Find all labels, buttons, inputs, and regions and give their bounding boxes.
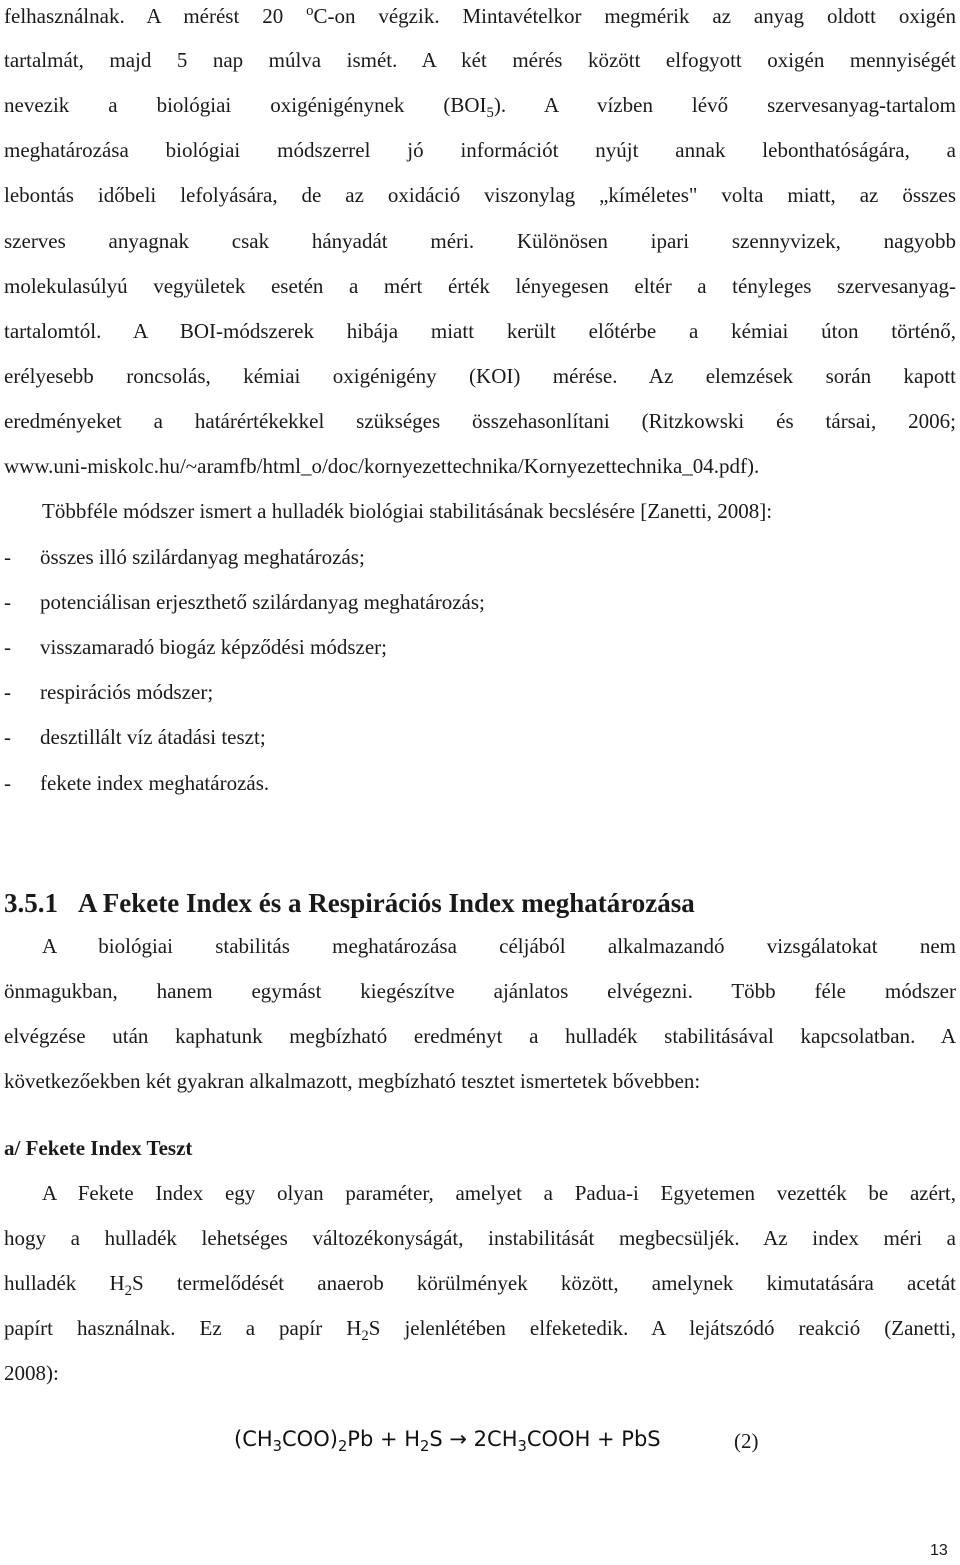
paragraph-line: A biológiai stabilitás meghatározása céljából alkalmazandó vizsgálatokat nem bbox=[42, 934, 956, 958]
paragraph-line: tartalomtól. A BOI-módszerek hibája miatt került előtérbe a kémiai úton történő, bbox=[4, 319, 956, 343]
list-item: - visszamaradó biogáz képződési módszer; bbox=[4, 635, 387, 659]
page-number: 13 bbox=[930, 1542, 948, 1559]
paragraph-line: molekulasúlyú vegyületek esetén a mért érték lényegesen eltér a tényleges szervesanyag- bbox=[4, 274, 956, 298]
paragraph-line: következőekben két gyakran alkalmazott, megbízható tesztet ismertetek bővebben: bbox=[4, 1069, 701, 1093]
list-item: - összes illó szilárdanyag meghatározás; bbox=[4, 545, 365, 569]
paragraph-line: papírt használnak. Ez a papír $H_2S$ jelenlétében elfeketedik. A lejátszódó reakció (Zanetti, bbox=[4, 1316, 956, 1345]
subheading: a/ Fekete Index Teszt bbox=[4, 1136, 193, 1160]
list-item: - desztillált víz átadási teszt; bbox=[4, 725, 266, 749]
paragraph-line: 2008): bbox=[4, 1361, 59, 1385]
paragraph-line: önmagukban, hanem egymást kiegészítve ajánlatos elvégezni. Több féle módszer bbox=[4, 979, 956, 1003]
paragraph-line: A Fekete Index egy olyan paraméter, amelyet a Padua-i Egyetemen vezették be azért, bbox=[42, 1181, 956, 1205]
chemical-equation: $(CH_3COO)_2Pb + H_2S$ → $2CH_3COOH$ + PbS bbox=[234, 1427, 661, 1456]
section-number: 3.5.1 bbox=[4, 888, 58, 918]
paragraph-line: felhasználnak. A mérést 20 $^o$C-on végzik. Mintavételkor megmérik az anyag oldott oxigén bbox=[4, 3, 956, 28]
list-item: - fekete index meghatározás. bbox=[4, 771, 270, 795]
section-title: A Fekete Index és a Respirációs Index meghatározása bbox=[78, 888, 695, 918]
paragraph-line: lebontás időbeli lefolyására, de az oxidáció viszonylag „kíméletes" volta miatt, az összes bbox=[4, 183, 956, 207]
paragraph-line: tartalmát, majd 5 nap múlva ismét. A két mérés között elfogyott oxigén mennyiségét bbox=[4, 48, 956, 72]
paragraph-line: meghatározása biológiai módszerrel jó információt nyújt annak lebonthatóságára, a bbox=[4, 138, 956, 162]
paragraph-line: szerves anyagnak csak hányadát méri. Különösen ipari szennyvizek, nagyobb bbox=[4, 229, 956, 253]
paragraph-line: elvégzése után kaphatunk megbízható eredményt a hulladék stabilitásával kapcsolatban. A bbox=[4, 1024, 956, 1048]
paragraph-line: nevezik a biológiai oxigénigénynek $(BOI_5)$. A vízben lévő szervesanyag-tartalom bbox=[4, 93, 956, 122]
section-heading bbox=[4, 886, 695, 920]
equation-number: (2) bbox=[734, 1429, 759, 1453]
list-intro: Többféle módszer ismert a hulladék biológiai stabilitásának becslésére [Zanetti, 2008]: bbox=[42, 499, 773, 523]
paragraph-line: erélyesebb roncsolás, kémiai oxigénigény (KOI) mérése. Az elemzések során kapott bbox=[4, 364, 956, 388]
list-item: - respirációs módszer; bbox=[4, 680, 214, 704]
list-item: - potenciálisan erjeszthető szilárdanyag meghatározás; bbox=[4, 590, 485, 614]
paragraph-line: hulladék $H_2S$ termelődését anaerob körülmények között, amelynek kimutatására acetát bbox=[4, 1271, 956, 1300]
paragraph-line: eredményeket a határértékekkel szükséges összehasonlítani (Ritzkowski és társai, 2006; bbox=[4, 409, 956, 433]
paragraph-line: hogy a hulladék lehetséges változékonyságát, instabilitását megbecsüljék. Az index méri a bbox=[4, 1226, 956, 1250]
reference-url: www.uni-miskolc.hu/~aramfb/html_o/doc/kornyezettechnika/Kornyezettechnika_04.pdf). bbox=[4, 454, 760, 478]
